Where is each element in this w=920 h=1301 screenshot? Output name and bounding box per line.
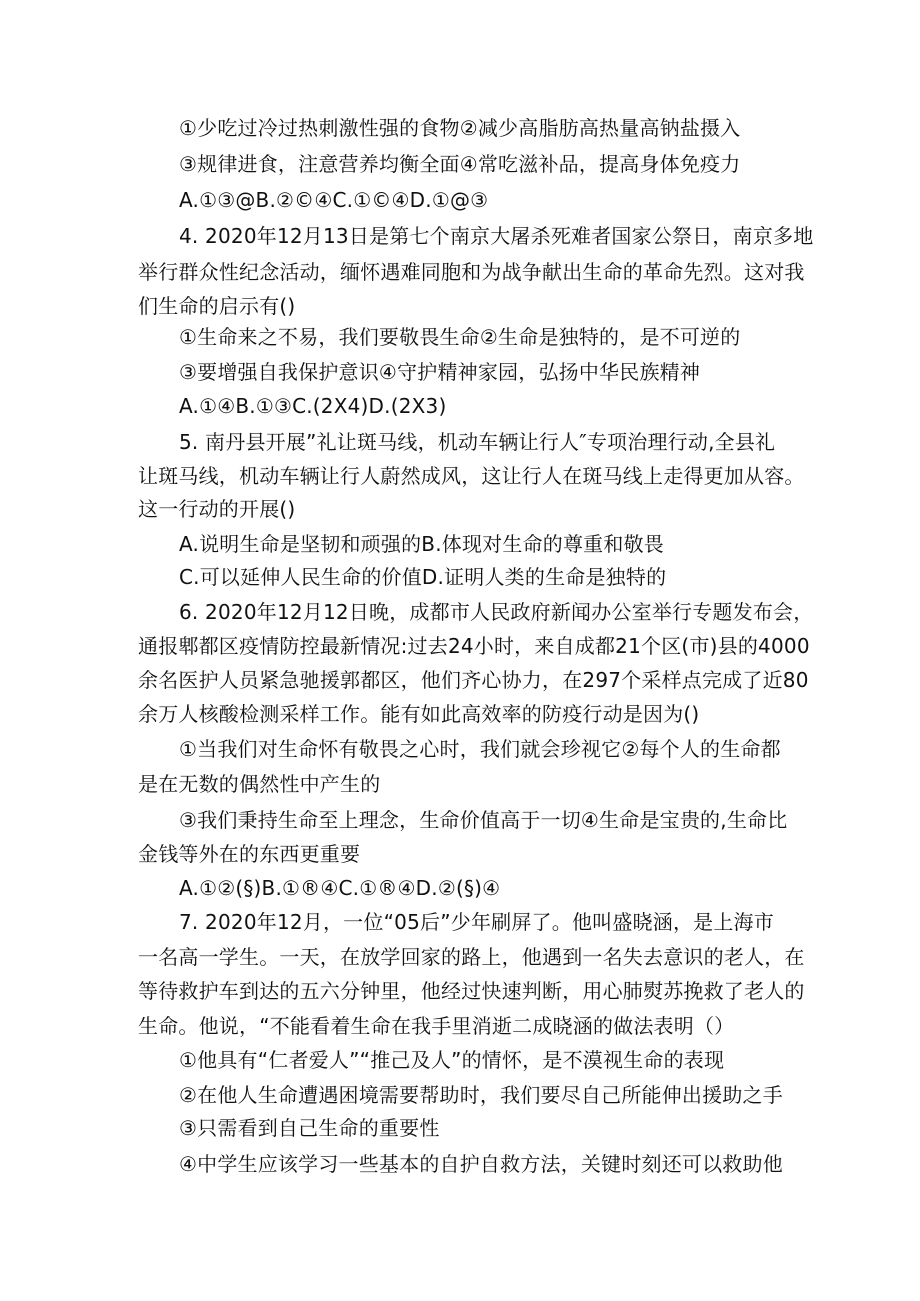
q3-choices: A.①③@B.②©④C.①©④D.①@③ [179, 188, 489, 212]
q5-stem-line-2: 让斑马线，机动车辆让行人蔚然成风，这让行人在斑马线上走得更加从容。 [138, 464, 805, 488]
q4-stem-line-3: 们生命的启示有() [138, 294, 296, 318]
q6-option-2-line-2: 金钱等外在的东西更重要 [138, 842, 361, 866]
q4-options-line-2: ③要增强自我保护意识④守护精神家园，弘扬中华民族精神 [179, 360, 701, 384]
q6-stem-line-1: 6. 2020年12月12日晚，成都市人民政府新闻办公室举行专题发布会， [179, 600, 814, 624]
q7-option-3: ③只需看到自己生命的重要性 [179, 1116, 440, 1140]
q7-option-1: ①他具有“仁者爱人”“推己及人”的情怀，是不漠视生命的表现 [179, 1048, 725, 1072]
q7-stem-line-2: 一名高一学生。一天，在放学回家的路上，他遇到一名失去意识的老人，在 [138, 945, 805, 969]
q4-stem-line-1: 4. 2020年12月13日是第七个南京大屠杀死难者国家公祭日，南京多地 [179, 224, 814, 248]
q7-option-2: ②在他人生命遭遇困境需要帮助时，我们要尽自己所能伸出援助之手 [179, 1083, 783, 1107]
q3-options-line-2: ③规律进食，注意营养均衡全面④常吃滋补品，提高身体免疫力 [179, 152, 741, 176]
q5-choices-ab: A.说明生命是坚韧和顽强的B.体现对生命的尊重和敬畏 [179, 532, 664, 556]
q6-stem-line-2: 通报郫都区疫情防控最新情况:过去24小时，来自成都21个区(市)县的4000 [138, 634, 810, 658]
q4-options-line-1: ①生命来之不易，我们要敬畏生命②生命是独特的，是不可逆的 [179, 325, 741, 349]
q7-stem-line-3: 等待救护车到达的五六分钟里，他经过快速判断，用心肺熨苏挽救了老人的 [138, 979, 805, 1003]
q6-option-1-line-2: 是在无数的偶然性中产生的 [138, 772, 381, 796]
q6-choices: A.①②(§)B.①®④C.①®④D.②(§)④ [179, 876, 501, 900]
q6-option-1-line-1: ①当我们对生命怀有敬畏之心时，我们就会珍视它②每个人的生命都 [179, 737, 781, 761]
q5-stem-line-3: 这一行动的开展() [138, 497, 296, 521]
q4-choices: A.①④B.①③C.(2X4)D.(2X3) [179, 394, 447, 418]
q7-stem-line-1: 7. 2020年12月，一位“05后”少年刷屏了。他叫盛晓涵，是上海市 [179, 910, 774, 934]
q6-option-2-line-1: ③我们秉持生命至上理念，生命价值高于一切④生命是宝贵的,生命比 [179, 808, 788, 832]
q3-options-line-1: ①少吃过冷过热刺激性强的食物②减少高脂肪高热量高钠盐摄入 [179, 116, 741, 140]
q6-stem-line-4: 余万人核酸检测采样工作。能有如此高效率的防疫行动是因为() [138, 702, 700, 726]
q6-stem-line-3: 余名医护人员紧急驰援郭都区，他们齐心协力，在297个采样点完成了近80 [138, 668, 809, 692]
q7-stem-line-4: 生命。他说，“不能看着生命在我手里消逝二成晓涵的做法表明（） [138, 1014, 735, 1038]
q4-stem-line-2: 举行群众性纪念活动，缅怀遇难同胞和为战争献出生命的革命先烈。这对我 [138, 260, 805, 284]
q5-choices-cd: C.可以延伸人民生命的价值D.证明人类的生命是独特的 [179, 565, 667, 589]
q7-option-4: ④中学生应该学习一些基本的自护自救方法，关键时刻还可以救助他 [179, 1152, 783, 1176]
q5-stem-line-1: 5. 南丹县开展”礼让斑马线，机动车辆让行人″专项治理行动,全县礼 [179, 430, 776, 454]
